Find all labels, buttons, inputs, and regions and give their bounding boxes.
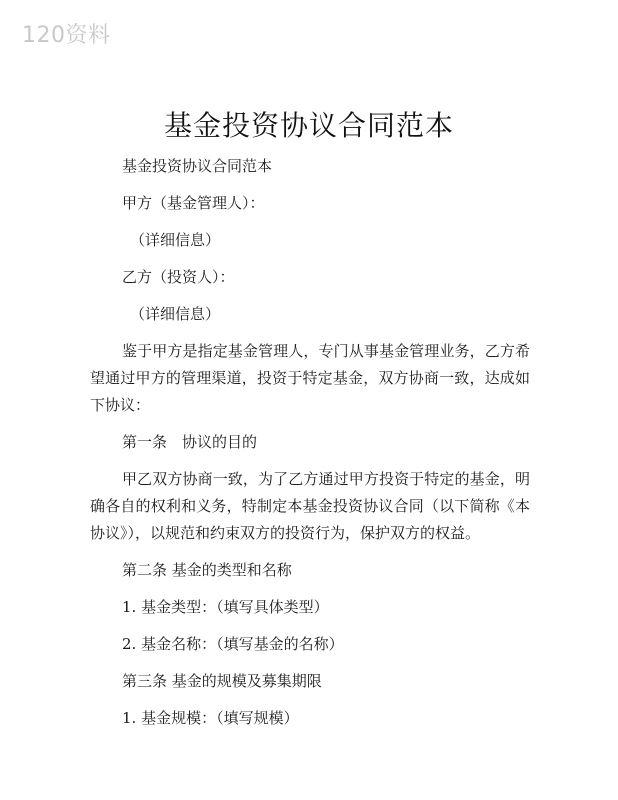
article-1-heading: 第一条 协议的目的	[122, 433, 258, 451]
party-b-label: 乙方（投资人）：	[122, 268, 235, 286]
fund-size-item: 1. 基金规模：（填写规模）	[122, 709, 299, 727]
article-3-heading: 第三条 基金的规模及募集期限	[122, 672, 322, 690]
fund-name-item: 2. 基金名称：（填写基金的名称）	[122, 635, 344, 653]
article-1-body: 甲乙双方协商一致，为了乙方通过甲方投资于特定的基金，明确各自的权利和义务，特制定本基金投资协议合同（以下简称《本协议》），以规范和约束双方的投资行为，保护双方的权益。	[90, 470, 530, 542]
document-title: 基金投资协议合同范本	[163, 109, 454, 142]
party-a-label: 甲方（基金管理人）：	[122, 194, 265, 212]
document-body	[90, 153, 530, 742]
party-b-detail: （详细信息）	[130, 305, 221, 323]
fund-type-item: 1. 基金类型：（填写具体类型）	[122, 598, 329, 616]
preamble-paragraph: 鉴于甲方是指定基金管理人，专门从事基金管理业务，乙方希望通过甲方的管理渠道，投资于特定基金，双方协商一致，达成如下协议：	[90, 342, 530, 414]
subtitle-paragraph: 基金投资协议合同范本	[122, 157, 273, 175]
watermark: 120资料	[22, 23, 111, 48]
party-a-detail: （详细信息）	[130, 231, 221, 249]
article-2-heading: 第二条 基金的类型和名称	[122, 561, 292, 579]
